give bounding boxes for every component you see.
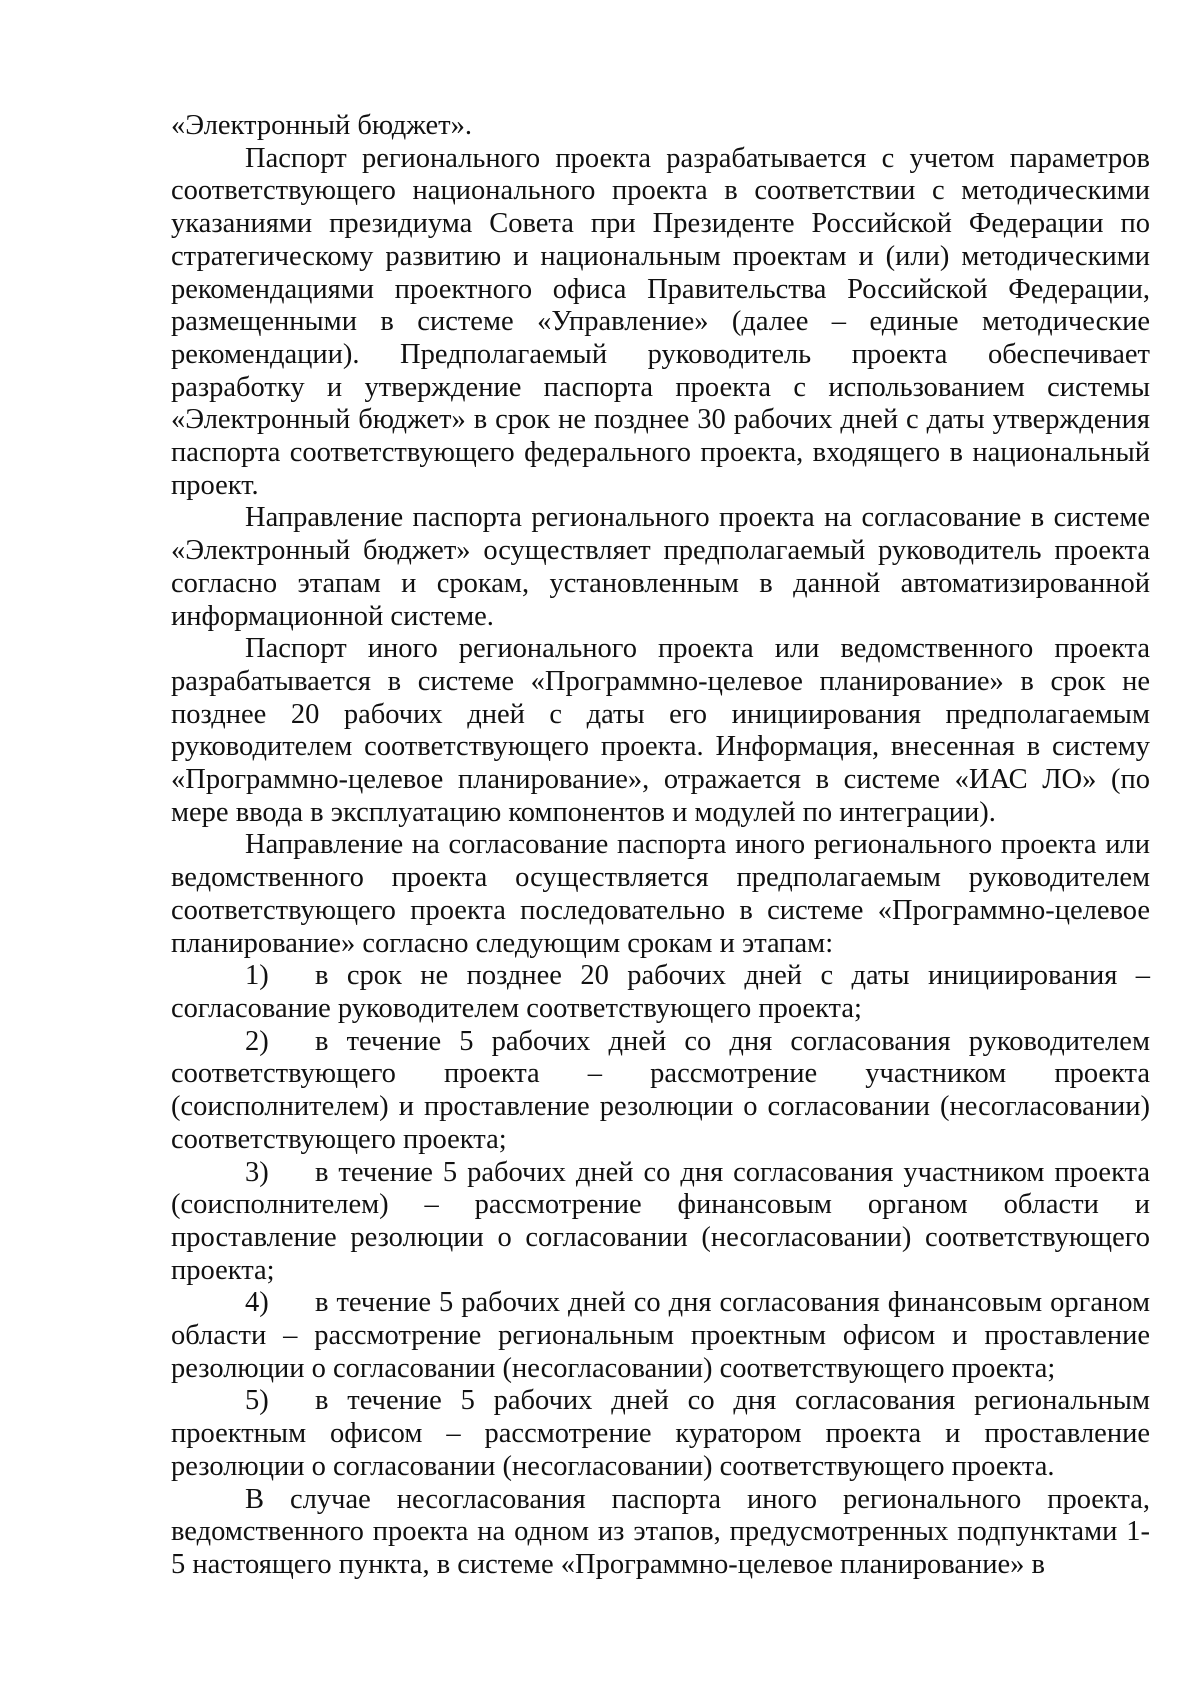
list-item-text: в течение 5 рабочих дней со дня согласования руководителем соответствующего проекта – рассмотрение участником проекта (соисполнителем) и проставление резолюции о согласовании (несогласовании) соответствующего проекта; <box>171 1025 1150 1155</box>
list-item-text: в течение 5 рабочих дней со дня согласования региональным проектным офисом – рассмотрение куратором проекта и проставление резолюции о согласовании (несогласовании) соответствующего проекта. <box>171 1385 1150 1482</box>
list-item <box>171 1287 1150 1385</box>
list-item-text: в течение 5 рабочих дней со дня согласования участником проекта (соисполнителем) – рассмотрение финансовым органом области и проставление резолюции о согласовании (несогласовании) соответствующего проекта; <box>171 1156 1150 1286</box>
paragraph-approval-sequence: Направление на согласование паспорта иного регионального проекта или ведомственного проекта осуществляется предполагаемым руководителем соответствующего проекта последовательно в системе «Программно-целевое планирование» согласно следующим срокам и этапам: <box>171 829 1150 959</box>
list-item <box>171 1026 1150 1157</box>
list-item-number: 2) <box>245 1025 269 1057</box>
fragment-start: «Электронный бюджет». <box>171 110 473 141</box>
list-item <box>171 1157 1150 1288</box>
document-page <box>171 110 1150 1582</box>
list-item <box>171 960 1150 1025</box>
list-item-number: 5) <box>245 1385 269 1417</box>
list-item-text: в течение 5 рабочих дней со дня согласования финансовым органом области – рассмотрение региональным проектным офисом и проставление резолюции о согласовании (несогласовании) соответствующего проекта; <box>171 1287 1150 1384</box>
list-item-text: в срок не позднее 20 рабочих дней с даты инициирования – согласование руководителем соответствующего проекта; <box>171 960 1150 1024</box>
paragraph-other-project-passport: Паспорт иного регионального проекта или ведомственного проекта разрабатывается в системе «Программно-целевое планирование» в срок не позднее 20 рабочих дней с даты его инициирования предполагаемым руководителем соответствующего проекта. Информация, внесенная в систему «Программно-целевое планирование», отражается в системе «ИАС ЛО» (по мере ввода в эксплуатацию компонентов и модулей по интеграции). <box>171 633 1150 828</box>
list-item <box>171 1385 1150 1483</box>
list-item-number: 1) <box>245 960 269 992</box>
paragraph-regional-passport: Паспорт регионального проекта разрабатывается с учетом параметров соответствующего национального проекта в соответствии с методическими указаниями президиума Совета при Президенте Российской Федерации по стратегическому развитию и национальным проектам и (или) методическими рекомендациями проектного офиса Правительства Российской Федерации, размещенными в системе «Управление» (далее – единые методические рекомендации). Предполагаемый руководитель проекта обеспечивает разработку и утверждение паспорта проекта с использованием системы «Электронный бюджет» в срок не позднее 30 рабочих дней с даты утверждения паспорта соответствующего федерального проекта, входящего в национальный проект. <box>171 142 1150 501</box>
list-item-number: 3) <box>245 1156 269 1188</box>
paragraph-approval-direction: Направление паспорта регионального проекта на согласование в системе «Электронный бюджет» осуществляет предполагаемый руководитель проекта согласно этапам и срокам, установленным в данной автоматизированной информационной системе. <box>171 502 1150 632</box>
list-item-number: 4) <box>245 1287 269 1319</box>
paragraph-disagreement: В случае несогласования паспорта иного регионального проекта, ведомственного проекта на одном из этапов, предусмотренных подпунктами 1-5 настоящего пункта, в системе «Программно-целевое планирование» в <box>171 1483 1150 1580</box>
